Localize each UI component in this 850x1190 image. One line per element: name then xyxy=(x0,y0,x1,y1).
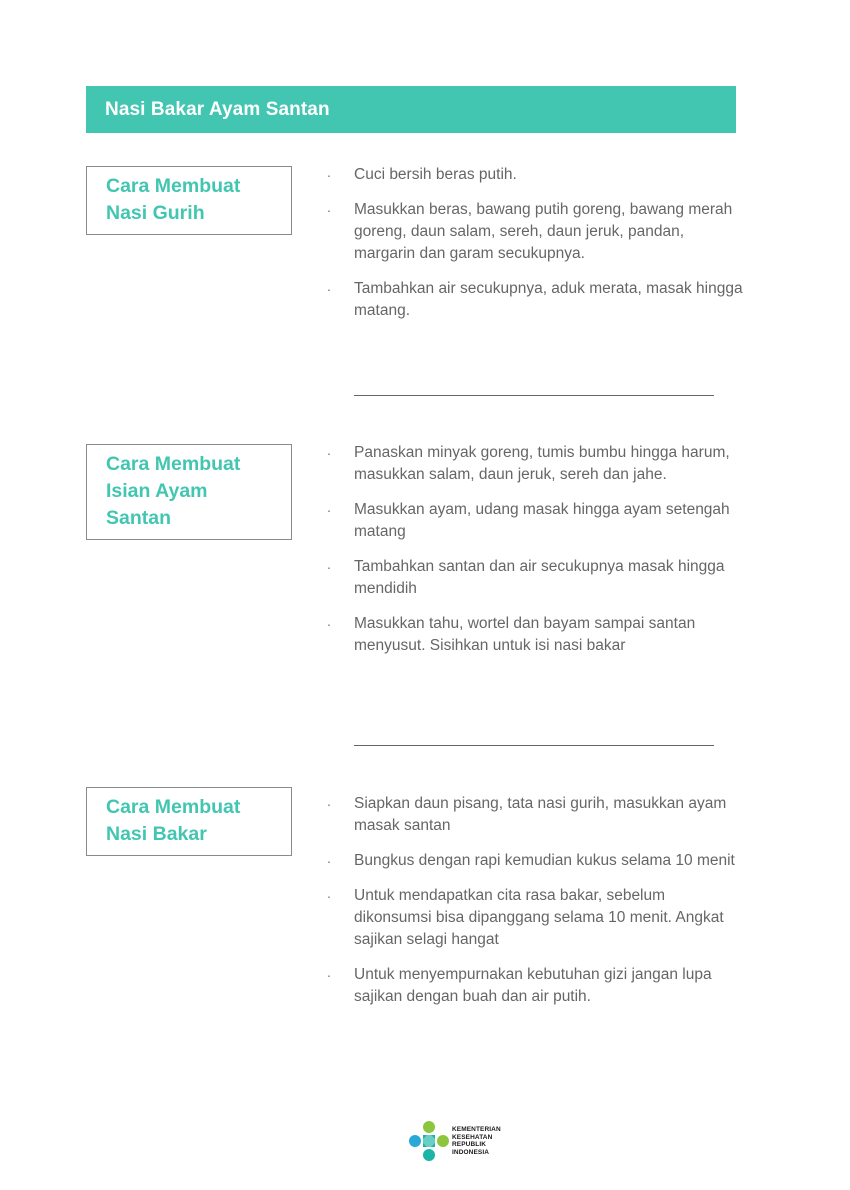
bullet-icon: · xyxy=(326,888,332,904)
list-item: · Siapkan daun pisang, tata nasi gurih, masukkan ayam masak santan xyxy=(324,793,744,837)
section-heading-line: Cara Membuat xyxy=(106,796,241,818)
list-item: · Masukkan beras, bawang putih goreng, bawang merah goreng, daun salam, sereh, daun jeruk, pandan, margarin dan garam secukupnya. xyxy=(324,199,744,265)
bullet-icon: · xyxy=(326,853,332,869)
bullet-icon: · xyxy=(326,445,332,461)
bullet-icon: · xyxy=(326,796,332,812)
list-item: · Untuk menyempurnakan kebutuhan gizi jangan lupa sajikan dengan buah dan air putih. xyxy=(324,964,744,1008)
list-item: · Bungkus dengan rapi kemudian kukus selama 10 menit xyxy=(324,850,744,872)
section-heading-line: Isian Ayam xyxy=(106,480,208,502)
section-heading-line: Nasi Gurih xyxy=(106,202,205,224)
bullet-icon: · xyxy=(326,502,332,518)
steps-list-nasi-bakar xyxy=(324,793,744,1021)
page-title: Nasi Bakar Ayam Santan xyxy=(105,98,330,120)
list-item: · Cuci bersih beras putih. xyxy=(324,164,744,186)
list-item: · Untuk mendapatkan cita rasa bakar, sebelum dikonsumsi bisa dipanggang selama 10 menit. Angkat sajikan selagi hangat xyxy=(324,885,744,951)
bullet-icon: · xyxy=(326,616,332,632)
logo-wordmark: KEMENTERIAN KESEHATAN REPUBLIK INDONESIA xyxy=(452,1126,501,1156)
steps-list-nasi-gurih xyxy=(324,164,744,335)
section-divider xyxy=(354,745,714,746)
list-item: · Panaskan minyak goreng, tumis bumbu hingga harum, masukkan salam, daun jeruk, sereh dan jahe. xyxy=(324,442,744,486)
section-heading-nasi-gurih xyxy=(86,166,292,235)
list-item: · Tambahkan santan dan air secukupnya masak hingga mendidih xyxy=(324,556,744,600)
section-heading-isian-ayam-santan xyxy=(86,444,292,540)
section-heading-line: Cara Membuat xyxy=(106,453,241,475)
section-heading-nasi-bakar xyxy=(86,787,292,856)
bullet-icon: · xyxy=(326,281,332,297)
section-heading-line: Cara Membuat xyxy=(106,175,241,197)
list-item: · Masukkan ayam, udang masak hingga ayam setengah matang xyxy=(324,499,744,543)
list-item: · Tambahkan air secukupnya, aduk merata, masak hingga matang. xyxy=(324,278,744,322)
bullet-icon: · xyxy=(326,967,332,983)
list-item: · Masukkan tahu, wortel dan bayam sampai santan menyusut. Sisihkan untuk isi nasi bakar xyxy=(324,613,744,657)
steps-list-isian-ayam-santan xyxy=(324,442,744,670)
kemenkes-logo-icon xyxy=(408,1120,450,1162)
section-heading-line: Santan xyxy=(106,507,172,529)
page-title-bar xyxy=(86,86,736,133)
bullet-icon: · xyxy=(326,202,332,218)
bullet-icon: · xyxy=(326,167,332,183)
section-divider xyxy=(354,395,714,396)
section-heading-line: Nasi Bakar xyxy=(106,823,207,845)
bullet-icon: · xyxy=(326,559,332,575)
